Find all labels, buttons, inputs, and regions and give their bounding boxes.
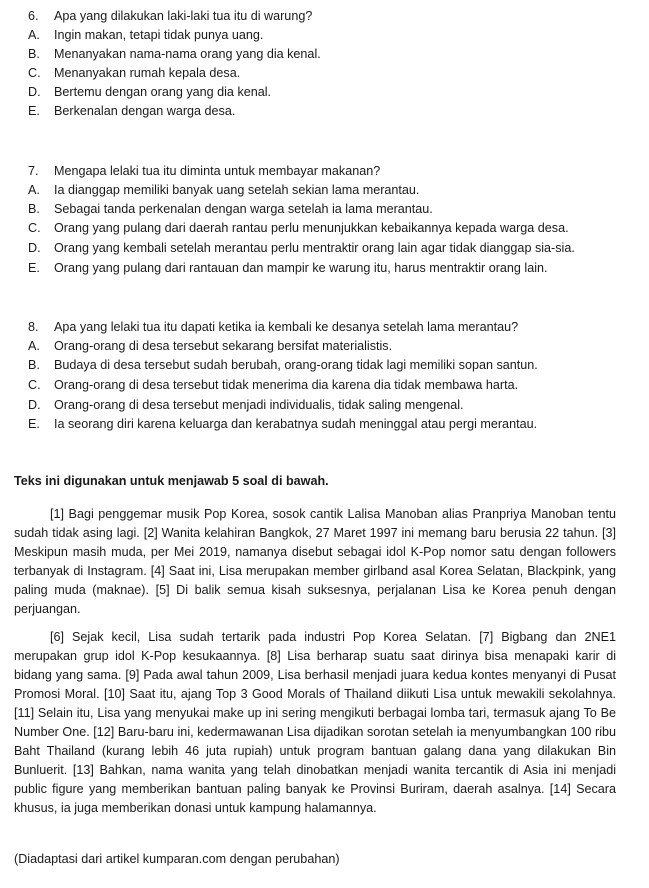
paragraph-1: [1] Bagi penggemar musik Pop Korea, sosok cantik Lalisa Manoban alias Pranpriya Manoban tentu sudah tidak asing lagi. [2] Wanita kelahiran Bangkok, 27 Maret 1997 ini memang baru berusia 22 tahun. [3] Meskipun masih muda, per Mei 2019, namanya disebut sebagai idol K-Pop nomor satu dengan followers terbanyak di Instagram. [4] Saat ini, Lisa merupakan member girlband asal Korea Selatan, Blackpink, yang paling muda (maknae). [5] Di balik semua kisah suksesnya, perjalanan Lisa ke Korea penuh dengan perjuangan.: [14, 507, 616, 616]
passage-heading: Teks ini digunakan untuk menjawab 5 soal di bawah.: [14, 474, 329, 488]
passage-body: [14, 505, 616, 818]
question-text: Mengapa lelaki tua itu diminta untuk membayar makanan?: [54, 164, 381, 178]
option-text: Sebagai tanda perkenalan dengan warga setelah ia lama merantau.: [54, 202, 433, 216]
option-text: Orang-orang di desa tersebut menjadi individualis, tidak saling mengenal.: [54, 398, 464, 412]
option-letter: E.: [28, 261, 40, 275]
option-letter: A.: [28, 339, 40, 353]
option-text: Bertemu dengan orang yang dia kenal.: [54, 85, 272, 99]
option-text: Ingin makan, tetapi tidak punya uang.: [54, 28, 264, 42]
option-text: Orang yang kembali setelah merantau perlu mentraktir orang lain agar tidak dianggap sia-sia.: [54, 241, 575, 255]
paragraph-2: [6] Sejak kecil, Lisa sudah tertarik pada industri Pop Korea Selatan. [7] Bigbang dan 2NE1 merupakan grup idol K-Pop kesukaannya. [8] Lisa berharap suatu saat dirinya bisa menapaki karir di bidang yang sama. [9] Pada awal tahun 2009, Lisa berhasil menjadi juara kedua kontes menyanyi di Pusat Promosi Moral. [10] Saat itu, ajang Top 3 Good Morals of Thailand diikuti Lisa untuk mewakili sekolahnya. [11] Selain itu, Lisa yang menyukai make up ini sering mengikuti berbagai lomba tari, termasuk ajang To Be Number One. [12] Baru-baru ini, kedermawanan Lisa dijadikan sorotan setelah ia menyumbangkan 100 ribu Baht Thailand (kurang lebih 46 juta rupiah) untuk program bantuan galang dana yang dilakukan Bin Bunluerit. [13] Bahkan, nama wanita yang telah dinobatkan menjadi wanita tercantik di Asia ini menjadi public figure yang memberikan bantuan paling banyak ke Provinsi Buriram, daerah asalnya. [14] Secara khusus, ia juga memberikan donasi untuk kampung halamannya.: [14, 630, 616, 815]
option-text: Orang yang pulang dari daerah rantau perlu menunjukkan kebaikannya kepada warga desa.: [54, 221, 569, 235]
source-note: (Diadaptasi dari artikel kumparan.com dengan perubahan): [14, 852, 340, 866]
question-text: Apa yang dilakukan laki-laki tua itu di warung?: [54, 9, 313, 23]
option-text: Menanyakan nama-nama orang yang dia kenal.: [54, 47, 321, 61]
option-text: Budaya di desa tersebut sudah berubah, orang-orang tidak lagi memiliki sopan santun.: [54, 358, 538, 372]
option-text: Menanyakan rumah kepala desa.: [54, 66, 241, 80]
option-letter: A.: [28, 183, 40, 197]
option-letter: C.: [28, 378, 41, 392]
option-letter: E.: [28, 417, 40, 431]
option-letter: C.: [28, 221, 41, 235]
option-letter: C.: [28, 66, 41, 80]
option-text: Berkenalan dengan warga desa.: [54, 104, 236, 118]
option-text: Orang-orang di desa tersebut tidak menerima dia karena dia tidak membawa harta.: [54, 378, 519, 392]
option-letter: E.: [28, 104, 40, 118]
option-text: Ia dianggap memiliki banyak uang setelah sekian lama merantau.: [54, 183, 420, 197]
question-number: 6.: [28, 9, 39, 23]
option-letter: D.: [28, 85, 41, 99]
option-letter: B.: [28, 358, 40, 372]
question-text: Apa yang lelaki tua itu dapati ketika ia kembali ke desanya setelah lama merantau?: [54, 320, 519, 334]
option-letter: D.: [28, 398, 41, 412]
option-text: Ia seorang diri karena keluarga dan kerabatnya sudah meninggal atau pergi merantau.: [54, 417, 538, 431]
option-text: Orang-orang di desa tersebut sekarang bersifat materialistis.: [54, 339, 393, 353]
option-letter: A.: [28, 28, 40, 42]
option-text: Orang yang pulang dari rantauan dan mampir ke warung itu, harus mentraktir orang lain.: [54, 261, 548, 275]
option-letter: B.: [28, 47, 40, 61]
option-letter: D.: [28, 241, 41, 255]
question-number: 7.: [28, 164, 39, 178]
option-letter: B.: [28, 202, 40, 216]
question-number: 8.: [28, 320, 39, 334]
